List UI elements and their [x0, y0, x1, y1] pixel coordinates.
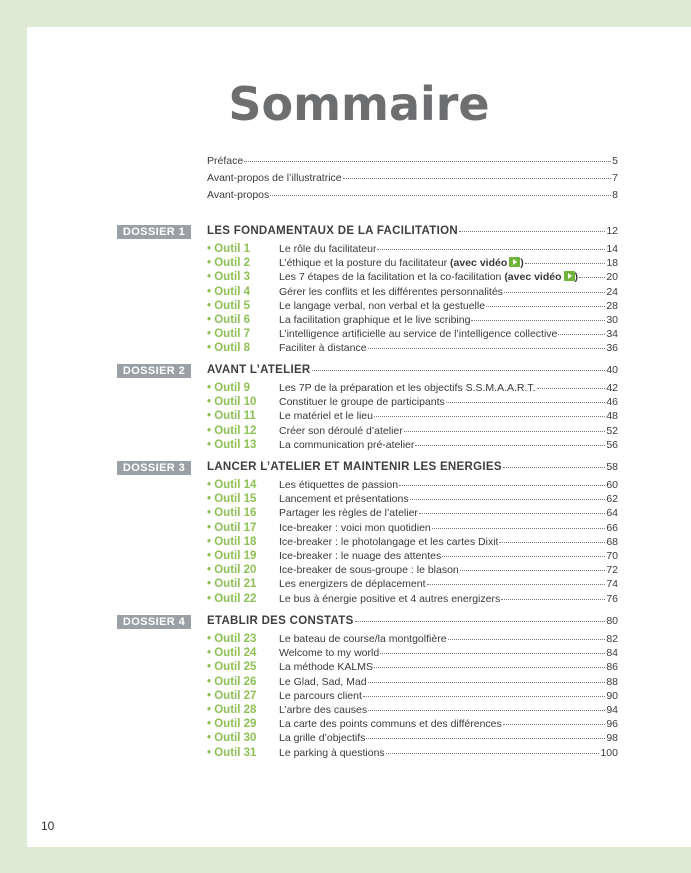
dot-leader [419, 513, 605, 514]
tool-number: • Outil 15 [207, 493, 257, 506]
tool-page: 88 [606, 675, 618, 688]
tool-page: 24 [606, 285, 618, 298]
tool-number: • Outil 17 [207, 521, 257, 534]
tool-label [279, 493, 409, 506]
dot-leader [525, 263, 606, 264]
tool-page: 72 [606, 564, 618, 577]
tool-label [279, 676, 367, 689]
dot-leader [471, 320, 605, 321]
tool-number: • Outil 30 [207, 732, 257, 745]
dot-leader [410, 499, 606, 500]
tool-label-text: La grille d’objectifs [279, 732, 366, 745]
dot-leader [386, 753, 600, 754]
tool-label-text: Le langage verbal, non verbal et la gestuelle [279, 299, 486, 312]
tool-page: 82 [606, 633, 618, 645]
dot-leader [377, 249, 605, 250]
tool-label [279, 747, 385, 760]
tool-number: • Outil 26 [207, 675, 257, 688]
tool-label [279, 578, 426, 591]
toc-entry-page: 5 [612, 155, 618, 167]
tool-entry[interactable] [207, 439, 618, 452]
tool-entry[interactable] [207, 300, 618, 313]
dot-leader [503, 467, 606, 468]
tool-entry[interactable] [207, 578, 618, 591]
tool-label-text: L’arbre des causes [279, 704, 368, 716]
tool-label [279, 257, 524, 270]
toc-entry[interactable] [207, 155, 618, 168]
dot-leader [486, 306, 605, 307]
tool-page: 64 [606, 507, 618, 520]
tool-page: 96 [606, 718, 618, 731]
tool-entry[interactable] [207, 593, 618, 606]
tool-label-text: Créer son déroulé d’atelier [279, 424, 403, 437]
tool-number: • Outil 11 [207, 410, 256, 423]
tool-number: • Outil 14 [207, 479, 257, 491]
tool-label [279, 410, 373, 423]
tool-number: • Outil 12 [207, 424, 257, 437]
tool-label-text: Gérer les conflits et les différentes personnalités [279, 285, 503, 298]
tool-label [279, 342, 367, 355]
tool-number: • Outil 2 [207, 257, 251, 270]
dot-leader [537, 388, 606, 389]
tool-entry[interactable] [207, 257, 618, 270]
tool-entry[interactable] [207, 382, 618, 395]
tool-label-text: La facilitation graphique et le live scribing [279, 314, 471, 326]
tool-label [279, 396, 445, 409]
tool-label [279, 647, 379, 660]
tool-label [279, 382, 536, 395]
tool-entry[interactable] [207, 243, 618, 256]
dot-leader [503, 724, 606, 725]
dossier-badge: DOSSIER 1 [117, 225, 191, 239]
toc-entry-page: 7 [612, 172, 618, 184]
tool-label [279, 425, 403, 438]
dot-leader [432, 528, 606, 529]
tool-number: • Outil 23 [207, 633, 257, 645]
tool-label-text: Les energizers de déplacement [279, 578, 426, 591]
tool-page: 90 [606, 689, 618, 702]
tool-entry[interactable] [207, 522, 618, 535]
dossier-title: LANCER L’ATELIER ET MAINTENIR LES ÉNERGIES [207, 461, 502, 473]
tool-number: • Outil 16 [207, 507, 257, 520]
tool-number: • Outil 3 [207, 271, 251, 284]
tool-number: • Outil 18 [207, 535, 257, 548]
tool-number: • Outil 28 [207, 704, 257, 716]
dot-leader [399, 485, 605, 486]
tool-page: 60 [606, 479, 618, 491]
tool-label-text: Le bateau de course/la montgolfière [279, 633, 447, 645]
toc-entry-label: Avant-propos de l’illustratrice [207, 172, 342, 184]
tool-entry[interactable] [207, 718, 618, 731]
dossier-page: 58 [606, 461, 618, 473]
tool-entry[interactable] [207, 328, 618, 341]
dossier-heading[interactable] [207, 364, 618, 377]
tool-label-text: Ice-breaker : voici mon quotidien [279, 521, 431, 534]
tool-entry[interactable] [207, 747, 618, 760]
dot-leader [579, 277, 605, 278]
tool-number: • Outil 31 [207, 746, 257, 759]
tool-label [279, 690, 362, 703]
dot-leader [343, 178, 612, 179]
tool-entry[interactable] [207, 633, 618, 646]
tool-label-text: L’éthique et la posture du facilitateur [279, 257, 448, 270]
dot-leader [312, 370, 606, 371]
dot-leader [368, 710, 605, 711]
dossier-title: LES FONDAMENTAUX DE LA FACILITATION [207, 225, 458, 237]
tool-page: 70 [606, 550, 618, 562]
tool-label [279, 522, 431, 535]
tool-label [279, 564, 459, 577]
tool-label-text: Lancement et présentations [279, 493, 409, 506]
tool-page: 30 [606, 314, 618, 326]
video-note: (avec vidéo [504, 271, 562, 284]
tool-entry[interactable] [207, 479, 618, 492]
dot-leader [363, 696, 605, 697]
dossier-title: ÉTABLIR DES CONSTATS [207, 615, 354, 627]
toc-entry[interactable] [207, 172, 618, 185]
tool-entry[interactable] [207, 410, 618, 423]
tool-page: 28 [606, 299, 618, 312]
tool-number: • Outil 13 [207, 438, 257, 451]
tool-page: 84 [606, 647, 618, 660]
tool-entry[interactable] [207, 550, 618, 563]
tool-label-text: Le parcours client [279, 689, 362, 702]
tool-label [279, 550, 441, 563]
tool-entry[interactable] [207, 342, 618, 355]
dossier-page: 80 [606, 615, 618, 627]
tool-number: • Outil 5 [207, 299, 251, 312]
dot-leader [415, 445, 605, 446]
dot-leader [427, 584, 606, 585]
tool-label [279, 718, 502, 731]
dot-leader [270, 195, 611, 196]
dot-leader [380, 653, 605, 654]
tool-entry[interactable] [207, 507, 618, 520]
tool-entry[interactable] [207, 732, 618, 745]
tool-label-text: Partager les règles de l’atelier [279, 507, 418, 520]
tool-page: 20 [606, 271, 618, 284]
dot-leader [460, 570, 606, 571]
tool-label [279, 704, 367, 717]
tool-label-text: Ice-breaker de sous-groupe : le blason [279, 564, 459, 577]
tool-number: • Outil 7 [207, 328, 251, 341]
dossier-page: 12 [606, 225, 618, 237]
tool-label [279, 507, 418, 520]
tool-label-text: Faciliter à distance [279, 342, 367, 355]
tool-label [279, 286, 503, 299]
tool-label-text: L’intelligence artificielle au service de l’intelligence collective [279, 328, 558, 341]
tool-label-text: Les étiquettes de passion [279, 479, 399, 491]
tool-label-text: Le matériel et le lieu [279, 410, 373, 423]
toc-entry-page: 8 [612, 189, 618, 201]
tool-entry[interactable] [207, 396, 618, 409]
dot-leader [448, 639, 606, 640]
tool-number: • Outil 6 [207, 314, 251, 326]
dossier-badge: DOSSIER 2 [117, 364, 191, 378]
video-note-close: ) [520, 257, 524, 270]
tool-entry[interactable] [207, 536, 618, 549]
tool-number: • Outil 21 [207, 578, 257, 591]
tool-entry[interactable] [207, 271, 618, 284]
tool-label [279, 593, 500, 606]
tool-number: • Outil 20 [207, 564, 257, 577]
dot-leader [355, 621, 606, 622]
page [27, 27, 691, 847]
dossier-title: AVANT L’ATELIER [207, 364, 311, 376]
tool-label [279, 536, 498, 549]
page-number: 10 [41, 819, 55, 833]
dot-leader [446, 402, 606, 403]
tool-page: 98 [606, 732, 618, 745]
tool-label [279, 732, 365, 745]
tool-entry[interactable] [207, 676, 618, 689]
tool-entry[interactable] [207, 314, 618, 327]
dot-leader [366, 738, 605, 739]
tool-number: • Outil 19 [207, 550, 257, 562]
tool-label-text: Welcome to my world [279, 647, 380, 660]
page-title: Sommaire [228, 77, 490, 131]
play-video-icon[interactable] [509, 257, 520, 267]
tool-entry[interactable] [207, 661, 618, 674]
tool-label [279, 300, 485, 313]
video-note-close: ) [574, 271, 579, 284]
tool-page: 42 [606, 382, 618, 394]
toc-entry-label: Avant-propos [207, 189, 270, 201]
tool-number: • Outil 29 [207, 718, 257, 731]
dossier-heading[interactable] [207, 461, 618, 474]
tool-number: • Outil 4 [207, 285, 251, 298]
tool-page: 86 [606, 661, 618, 674]
tool-number: • Outil 8 [207, 342, 251, 355]
tool-label-text: La méthode KALMS [279, 661, 373, 674]
tool-page: 74 [606, 578, 618, 591]
tool-label-text: Ice-breaker : le nuage des attentes [279, 550, 442, 562]
tool-page: 100 [600, 746, 618, 759]
tool-number: • Outil 10 [207, 396, 257, 409]
dossier-heading[interactable] [207, 615, 618, 628]
tool-page: 34 [606, 328, 618, 341]
dossier-badge: DOSSIER 3 [117, 461, 191, 475]
tool-page: 52 [606, 424, 618, 437]
tool-label [279, 328, 557, 341]
tool-label-text: Le Glad, Sad, Mad [279, 675, 367, 688]
tool-number: • Outil 25 [207, 661, 257, 674]
tool-label-text: Le bus à énergie positive et 4 autres energizers [279, 592, 501, 605]
tool-entry[interactable] [207, 647, 618, 660]
dot-leader [558, 334, 605, 335]
tool-page: 68 [606, 535, 618, 548]
tool-entry[interactable] [207, 564, 618, 577]
tool-page: 18 [606, 257, 618, 270]
tool-page: 56 [606, 438, 618, 451]
toc-entry[interactable] [207, 189, 618, 202]
dot-leader [368, 348, 606, 349]
tool-entry[interactable] [207, 425, 618, 438]
dot-leader [504, 292, 605, 293]
tool-label-text: La carte des points communs et des différences [279, 718, 502, 731]
dot-leader [374, 667, 605, 668]
tool-label [279, 271, 578, 284]
tool-number: • Outil 1 [207, 243, 251, 255]
tool-label [279, 633, 447, 646]
tool-page: 36 [606, 342, 618, 355]
dot-leader [404, 431, 606, 432]
tool-number: • Outil 27 [207, 689, 257, 702]
tool-label-text: La communication pré-atelier [279, 438, 415, 451]
tool-page: 94 [606, 704, 618, 716]
dot-leader [374, 416, 605, 417]
tool-entry[interactable] [207, 286, 618, 299]
tool-entry[interactable] [207, 690, 618, 703]
dossier-page: 40 [606, 364, 618, 376]
tool-page: 66 [606, 521, 618, 534]
tool-page: 14 [606, 243, 618, 255]
tool-entry[interactable] [207, 704, 618, 717]
video-note: (avec vidéo [450, 257, 508, 270]
tool-page: 46 [606, 396, 618, 409]
dossier-badge: DOSSIER 4 [117, 615, 191, 629]
dot-leader [499, 542, 605, 543]
dot-leader [244, 161, 611, 162]
tool-label-text: Les 7P de la préparation et les objectifs S.S.M.A.A.R.T. [279, 382, 536, 394]
tool-label-text: Le rôle du facilitateur [279, 243, 377, 255]
tool-label-text: Ice-breaker : le photolangage et les cartes Dixit [279, 535, 499, 548]
tool-label [279, 479, 398, 492]
tool-label [279, 243, 376, 256]
tool-page: 76 [606, 592, 618, 605]
tool-label-text: Les 7 étapes de la facilitation et la co-facilitation [279, 271, 502, 284]
tool-label [279, 314, 470, 327]
tool-label-text: Constituer le groupe de participants [279, 396, 445, 409]
tool-number: • Outil 24 [207, 647, 257, 660]
toc-entry-label: Préface [207, 155, 244, 167]
tool-page: 48 [606, 410, 618, 423]
tool-entry[interactable] [207, 493, 618, 506]
tool-label-text: Le parking à questions [279, 746, 385, 759]
dot-leader [442, 556, 605, 557]
tool-number: • Outil 9 [207, 382, 251, 394]
tool-label [279, 661, 373, 674]
play-video-icon[interactable] [564, 271, 575, 281]
dot-leader [501, 599, 605, 600]
tool-page: 62 [606, 493, 618, 506]
dot-leader [368, 682, 606, 683]
dot-leader [459, 231, 605, 232]
dossier-heading[interactable] [207, 225, 618, 238]
tool-label [279, 439, 414, 452]
tool-number: • Outil 22 [207, 592, 257, 605]
